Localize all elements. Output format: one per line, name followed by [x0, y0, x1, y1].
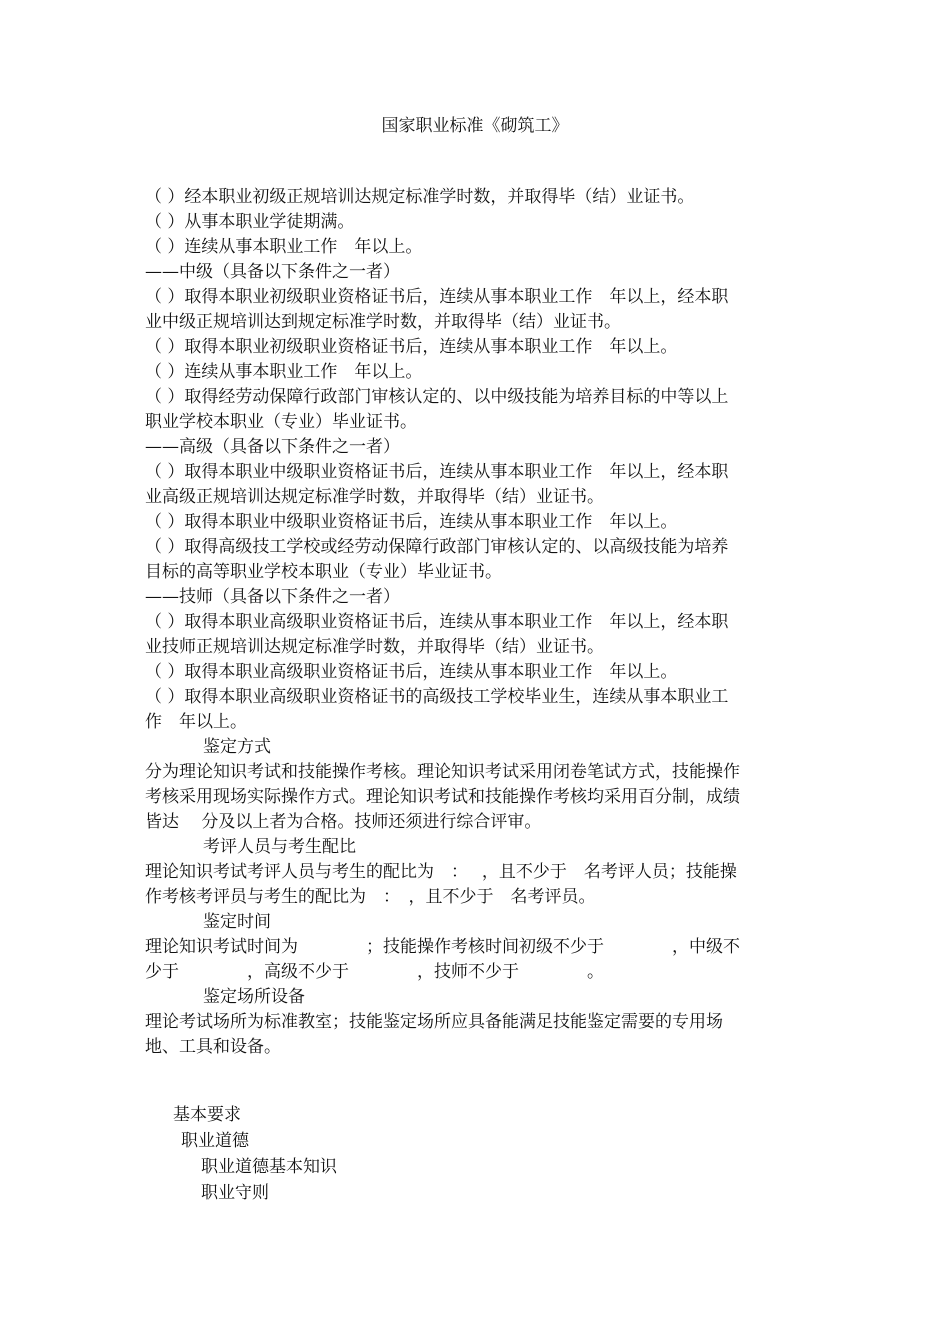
- section-heading-advanced: ——高级（具备以下条件之一者）: [145, 437, 400, 457]
- document-title: 国家职业标准《砌筑工》: [381, 116, 569, 136]
- paragraph-line: （ ）取得本职业中级职业资格证书后，连续从事本职业工作 年以上。: [145, 512, 678, 532]
- paragraph-line: 皆达 分及以上者为合格。技师还须进行综合评审。: [145, 812, 542, 832]
- paragraph-line: 理论知识考试时间为 ；技能操作考核时间初级不少于 ，中级不: [145, 937, 740, 957]
- requirements-heading: 基本要求: [173, 1105, 241, 1125]
- paragraph-line: 考核采用现场实际操作方式。理论知识考试和技能操作考核均采用百分制，成绩: [145, 787, 740, 807]
- paragraph-line: 理论考试场所为标准教室；技能鉴定场所应具备能满足技能鉴定需要的专用场: [145, 1012, 723, 1032]
- paragraph-line: （ ）经本职业初级正规培训达规定标准学时数，并取得毕（结）业证书。: [145, 187, 695, 207]
- requirements-item: 职业守则: [201, 1183, 269, 1203]
- section-heading-assessment-time: 鉴定时间: [203, 912, 271, 932]
- paragraph-line: 分为理论知识考试和技能操作考核。理论知识考试采用闭卷笔试方式，技能操作: [145, 762, 740, 782]
- section-heading-assessment-venue: 鉴定场所设备: [203, 987, 305, 1007]
- paragraph-line: 业技师正规培训达规定标准学时数，并取得毕（结）业证书。: [145, 637, 604, 657]
- paragraph-line: 理论知识考试考评人员与考生的配比为 ： ，且不少于 名考评人员；技能操: [145, 862, 737, 882]
- section-heading-assessment-method: 鉴定方式: [203, 737, 271, 757]
- paragraph-line: （ ）取得本职业中级职业资格证书后，连续从事本职业工作 年以上，经本职: [145, 462, 729, 482]
- paragraph-line: （ ）取得经劳动保障行政部门审核认定的、以中级技能为培养目标的中等以上: [145, 387, 729, 407]
- paragraph-line: （ ）取得本职业初级职业资格证书后，连续从事本职业工作 年以上，经本职: [145, 287, 729, 307]
- paragraph-line: 地、工具和设备。: [145, 1037, 281, 1057]
- paragraph-line: （ ）取得本职业高级职业资格证书的高级技工学校毕业生，连续从事本职业工: [145, 687, 729, 707]
- paragraph-line: 业中级正规培训达到规定标准学时数，并取得毕（结）业证书。: [145, 312, 621, 332]
- paragraph-line: （ ）取得本职业初级职业资格证书后，连续从事本职业工作 年以上。: [145, 337, 678, 357]
- section-heading-technician: ——技师（具备以下条件之一者）: [145, 587, 400, 607]
- paragraph-line: （ ）连续从事本职业工作 年以上。: [145, 362, 423, 382]
- paragraph-line: （ ）取得本职业高级职业资格证书后，连续从事本职业工作 年以上。: [145, 662, 678, 682]
- section-heading-examiner-ratio: 考评人员与考生配比: [203, 837, 356, 857]
- paragraph-line: （ ）从事本职业学徒期满。: [145, 212, 355, 232]
- section-heading-intermediate: ——中级（具备以下条件之一者）: [145, 262, 400, 282]
- paragraph-line: （ ）取得高级技工学校或经劳动保障行政部门审核认定的、以高级技能为培养: [145, 537, 729, 557]
- paragraph-line: 职业学校本职业（专业）毕业证书。: [145, 412, 417, 432]
- paragraph-line: 目标的高等职业学校本职业（专业）毕业证书。: [145, 562, 502, 582]
- paragraph-line: 作考核考评员与考生的配比为 ： ，且不少于 名考评员。: [145, 887, 596, 907]
- paragraph-line: 作 年以上。: [145, 712, 247, 732]
- paragraph-line: 少于 ，高级不少于 ，技师不少于 。: [145, 962, 604, 982]
- paragraph-line: （ ）连续从事本职业工作 年以上。: [145, 237, 423, 257]
- document-body: [145, 185, 810, 1060]
- requirements-item: 职业道德基本知识: [201, 1157, 337, 1177]
- requirements-section: [145, 1102, 810, 1206]
- paragraph-line: （ ）取得本职业高级职业资格证书后，连续从事本职业工作 年以上，经本职: [145, 612, 729, 632]
- paragraph-line: 业高级正规培训达规定标准学时数，并取得毕（结）业证书。: [145, 487, 604, 507]
- requirements-subheading: 职业道德: [181, 1131, 249, 1151]
